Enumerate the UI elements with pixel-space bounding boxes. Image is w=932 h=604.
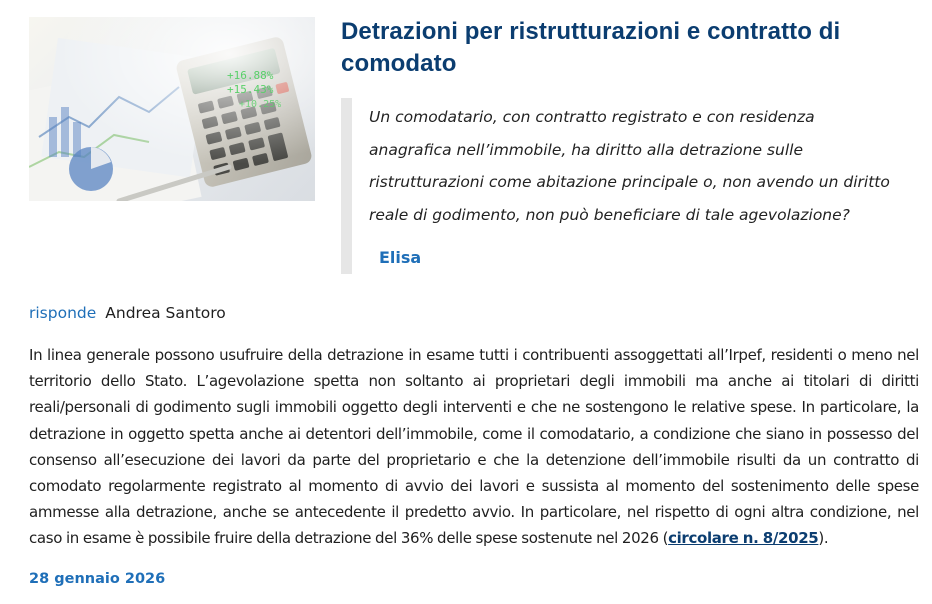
answer-text: In linea generale possono usufruire della detrazione in esame tutti i contribuenti assoggettati all’Irpef, residenti o meno nel territorio dello Stato. L’agevolazione spetta non soltanto ai proprietari degli immobili ma anche ai titolari di diritti reali/personali di godimento sugli immobili oggetto degli interventi e che ne sostengono le relative spese. In particolare, la detrazione in oggetto spetta anche ai detentori dell’immobile, come il comodatario, a condizione che siano in possesso del consenso all’esecuzione dei lavori da parte del proprietario e che la detenzione dell’immobile risulti da un contratto di comodato regolarmente registrato al momento di avvio dei lavori e sussista al momento del sostenimento delle spese ammesse alla detrazione, anche se antecedente il predetto avvio. In particolare, nel rispetto di ogni altra condizione, nel caso in esame è possibile fruire della detrazione del 36% delle spese sostenute nel 2026 ( [29,346,919,548]
ticker-value: +15.43% [227,83,274,96]
calculator-illustration [29,17,315,201]
circolare-link[interactable]: circolare n. 8/2025 [668,529,819,548]
publish-date: 28 gennaio 2026 [29,571,166,587]
ticker-value: +10.25% [239,99,282,110]
question-text: Un comodatario, con contratto registrato e con residenza anagrafica nell’immobile, ha diritto alla detrazione sulle ristrutturazioni come abitazione principale o, non avendo un diritto reale di godimento, non può beneficiare di tale agevolazione? [369,108,890,224]
answer-byline [29,302,226,324]
answer-label: risponde [29,304,97,322]
answer-author: Andrea Santoro [105,304,226,322]
answer-text-end: ). [818,529,829,548]
ticker-value: +16.88% [227,69,274,82]
article-title: Detrazioni per ristrutturazioni e contratto di comodato [341,18,841,77]
question-quote [341,98,901,274]
answer-body [29,342,919,552]
question-author: Elisa [379,248,422,267]
article-image [29,17,315,201]
